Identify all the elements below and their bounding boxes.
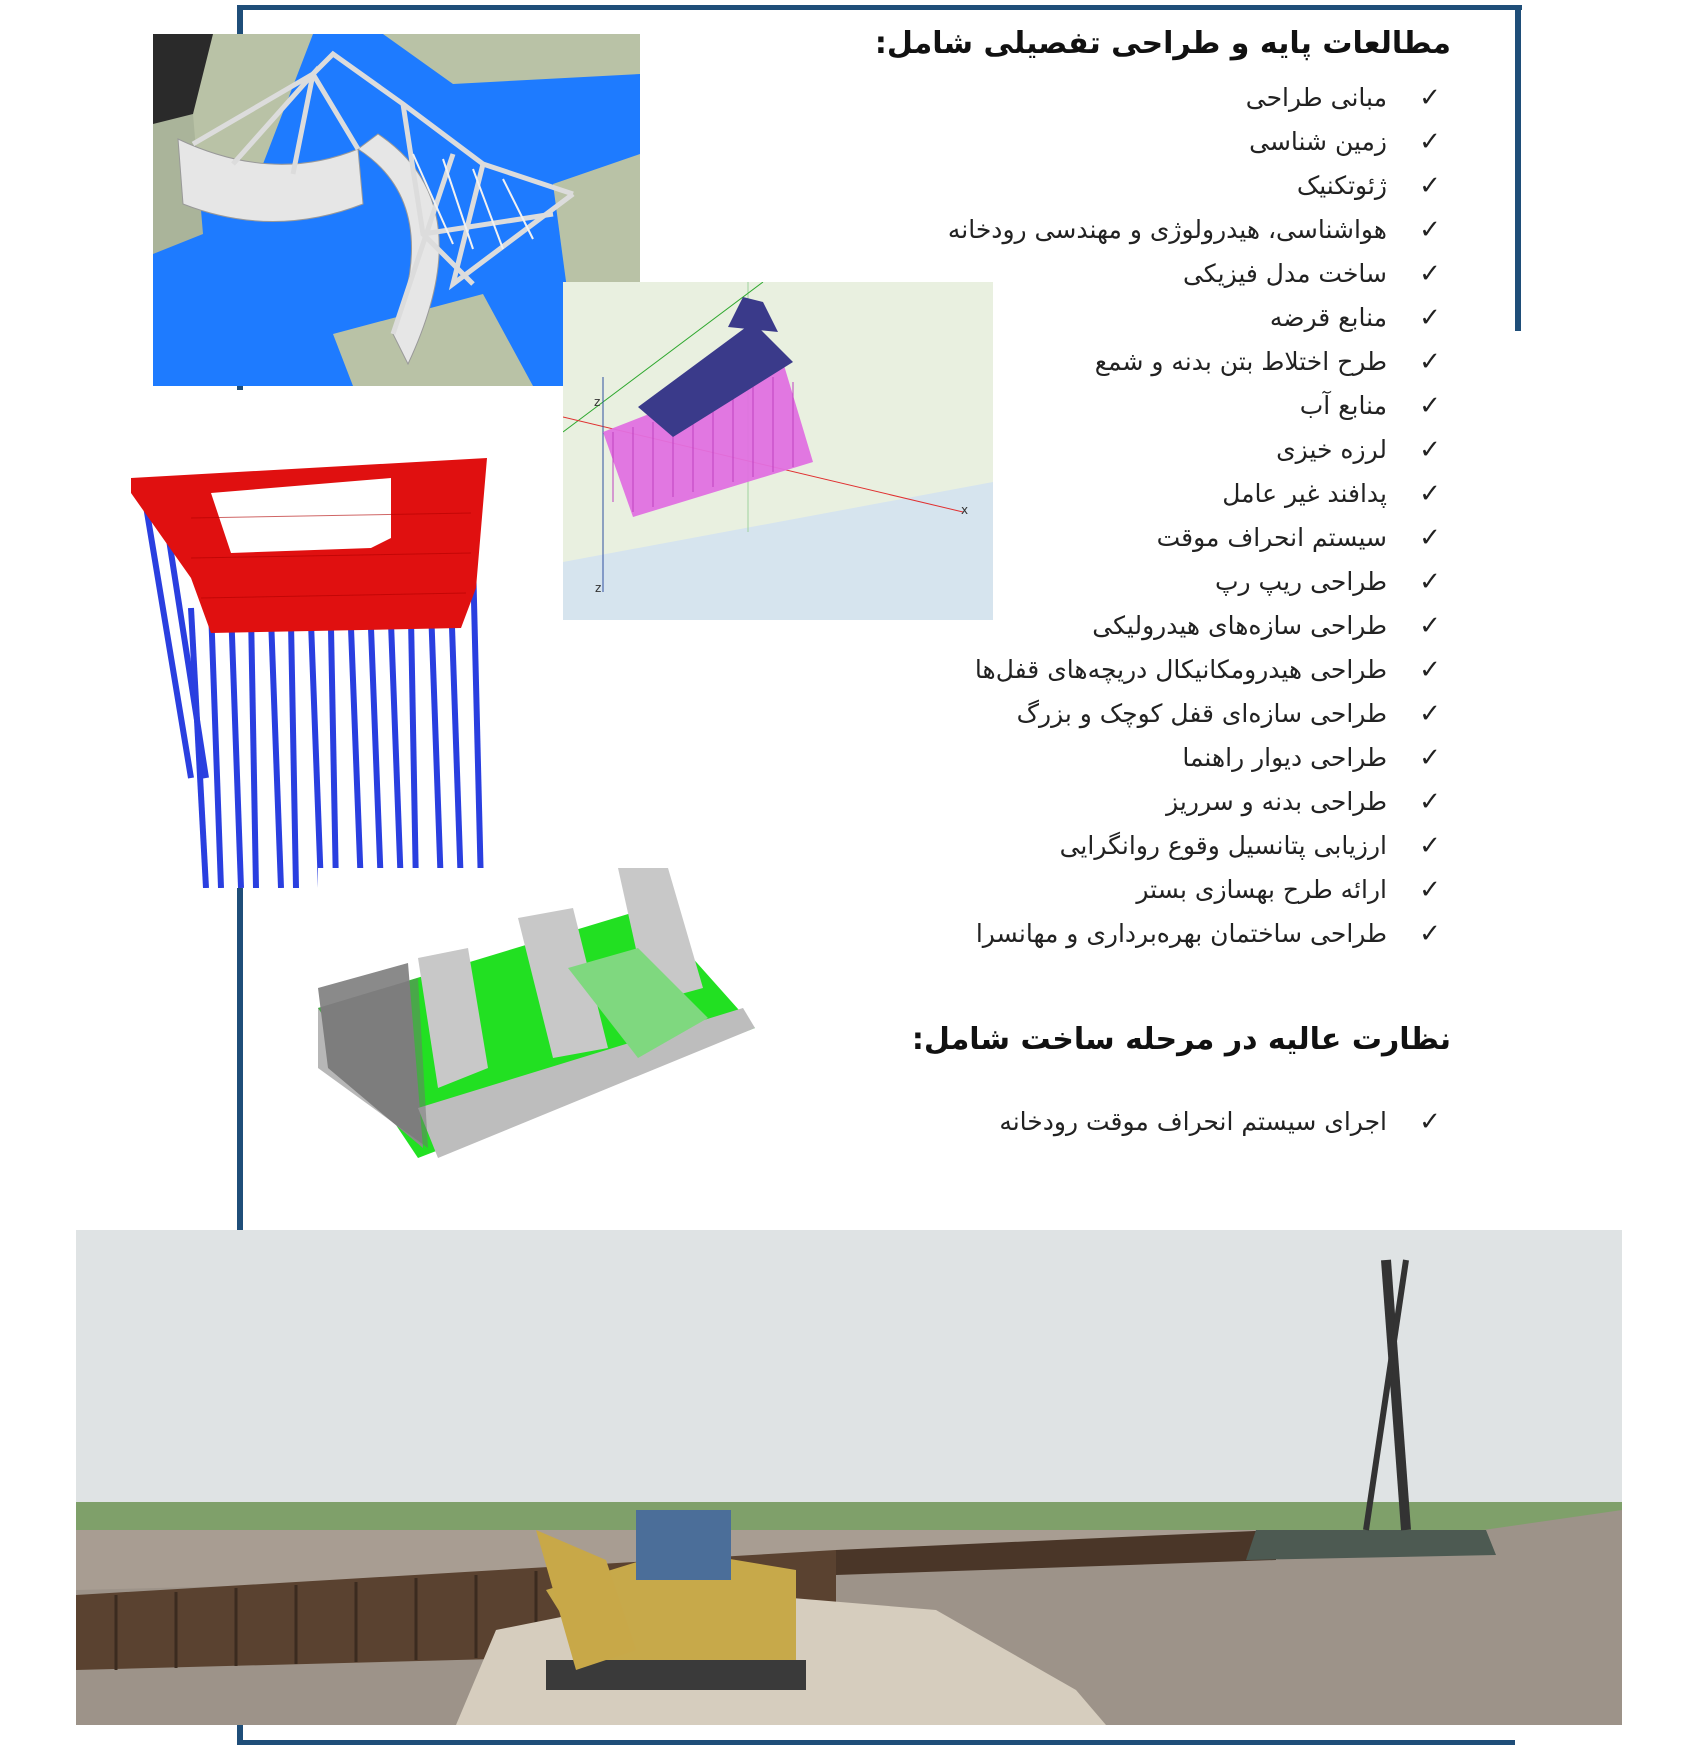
check-mark-icon: ✓ [1419, 743, 1441, 773]
list-item: ✓ منابع آب [948, 384, 1445, 428]
check-mark-icon: ✓ [1419, 699, 1441, 729]
list-item: ✓ ارائه طرح بهسازی بستر [948, 868, 1445, 912]
pile-group-model-image [563, 282, 993, 620]
list-item: ✓ منابع قرضه [948, 296, 1445, 340]
check-mark-icon: ✓ [1419, 567, 1441, 597]
list-item: ✓ پدافند غیر عامل [948, 472, 1445, 516]
check-mark-icon: ✓ [1419, 655, 1441, 685]
list-item: ✓ طراحی ساختمان بهره‌برداری و مهانسرا [948, 912, 1445, 956]
lock-pile-structure-image [131, 458, 487, 888]
supervision-list [999, 1100, 1445, 1144]
frame-left-border-middle [237, 888, 243, 1233]
list-item: ✓ ساخت مدل فیزیکی [948, 252, 1445, 296]
list-item: ✓ طراحی دیوار راهنما [948, 736, 1445, 780]
check-mark-icon: ✓ [1419, 391, 1441, 421]
check-mark-icon: ✓ [1419, 831, 1441, 861]
list-item: ✓ طرح اختلاط بتن بدنه و شمع [948, 340, 1445, 384]
list-item: ✓ ارزیابی پتانسیل وقوع روانگرایی [948, 824, 1445, 868]
check-mark-icon: ✓ [1419, 83, 1441, 113]
list-item: ✓ طراحی سازه‌ای قفل کوچک و بزرگ [948, 692, 1445, 736]
supervision-heading: نظارت عالیه در مرحله ساخت شامل: [911, 1022, 1451, 1057]
check-mark-icon: ✓ [1419, 919, 1441, 949]
frame-bottom-border [238, 1740, 1515, 1745]
check-mark-icon: ✓ [1419, 479, 1441, 509]
check-mark-icon: ✓ [1419, 259, 1441, 289]
frame-top-border [238, 5, 1522, 10]
check-mark-icon: ✓ [1419, 611, 1441, 641]
check-mark-icon: ✓ [1419, 303, 1441, 333]
check-mark-icon: ✓ [1419, 875, 1441, 905]
check-mark-icon: ✓ [1419, 127, 1441, 157]
list-item: ✓ لرزه خیزی [948, 428, 1445, 472]
list-item: ✓ اجرای سیستم انحراف موقت رودخانه [999, 1100, 1445, 1144]
check-mark-icon: ✓ [1419, 171, 1441, 201]
check-mark-icon: ✓ [1419, 435, 1441, 465]
construction-site-photo [76, 1230, 1622, 1725]
x-axis-label: x [961, 503, 969, 517]
list-item: ✓ سیستم انحراف موقت [948, 516, 1445, 560]
check-mark-icon: ✓ [1419, 787, 1441, 817]
frame-right-border [1515, 5, 1521, 331]
z-axis-label-bottom: z [595, 581, 602, 595]
list-item: ✓ طراحی ریپ رپ [948, 560, 1445, 604]
list-item: ✓ زمین شناسی [948, 120, 1445, 164]
check-mark-icon: ✓ [1419, 523, 1441, 553]
z-axis-label: z [594, 395, 601, 409]
check-mark-icon: ✓ [1419, 1107, 1441, 1137]
list-item: ✓ هواشناسی، هیدرولوژی و مهندسی رودخانه [948, 208, 1445, 252]
basic-studies-heading: مطالعات پایه و طراحی تفصیلی شامل: [874, 26, 1451, 61]
check-mark-icon: ✓ [1419, 215, 1441, 245]
list-item: ✓ ژئوتکنیک [948, 164, 1445, 208]
list-item: ✓ مبانی طراحی [948, 76, 1445, 120]
spillway-cfd-model-image [318, 868, 755, 1160]
list-item: ✓ طراحی سازه‌های هیدرولیکی [948, 604, 1445, 648]
basic-studies-list [948, 76, 1445, 956]
list-item: ✓ طراحی هیدرومکانیکال دریچه‌های قفل‌ها [948, 648, 1445, 692]
list-item: ✓ طراحی بدنه و سرریز [948, 780, 1445, 824]
check-mark-icon: ✓ [1419, 347, 1441, 377]
